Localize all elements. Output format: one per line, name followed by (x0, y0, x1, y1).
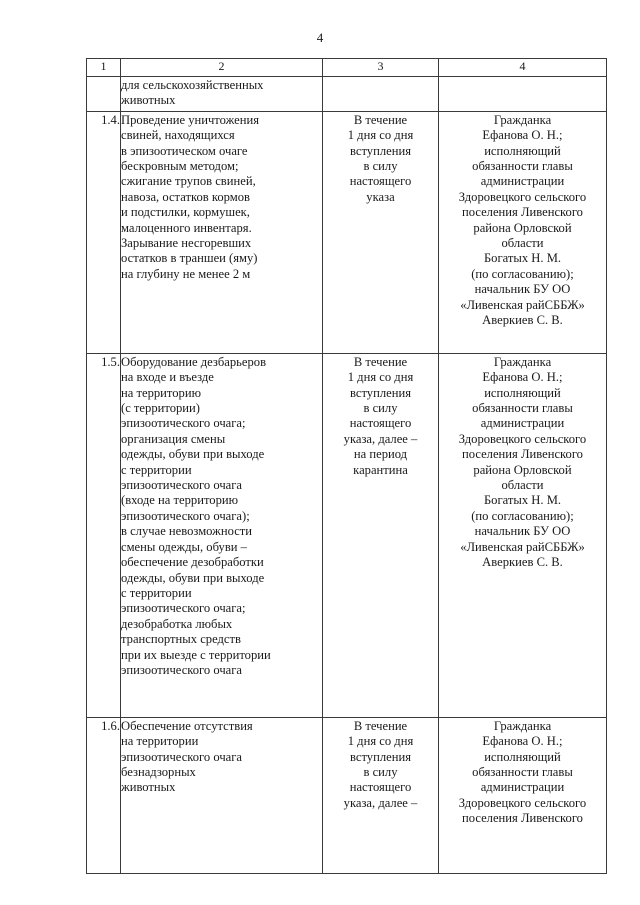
measure-line: эпизоотического очага; (121, 601, 246, 616)
measure-line: безнадзорных (121, 765, 196, 780)
term-cell (323, 111, 439, 353)
measure-line: (входе на территорию (121, 493, 239, 508)
responsible-line: Аверкиев С. В. (482, 313, 563, 328)
responsible-line: Богатых Н. М. (483, 251, 562, 266)
measure-line: Проведение уничтожения (121, 112, 260, 127)
responsible-line: района Орловской (473, 462, 572, 477)
responsible-cell (439, 353, 607, 717)
responsible-line: (по согласованию); (471, 266, 574, 281)
item-number (87, 77, 121, 112)
responsible-line: Гражданка (493, 718, 552, 733)
term-line: вступления (350, 749, 411, 764)
responsible-line: «Ливенская райСББЖ» (460, 297, 585, 312)
term-line: настоящего (349, 174, 412, 189)
measure-cell (121, 77, 323, 112)
measure-line: организация смены (121, 431, 226, 446)
table-row (87, 717, 607, 873)
measure-line: с территории (121, 462, 192, 477)
term-line: карантина (353, 462, 408, 477)
measure-line: в случае невозможности (121, 524, 253, 539)
responsible-line: Здоровецкого сельского (458, 431, 587, 446)
column-header: 3 (323, 59, 439, 77)
column-header: 4 (439, 59, 607, 77)
measure-line: навоза, остатков кормов (121, 189, 250, 204)
measure-line: на территорию (121, 385, 201, 400)
table-row (87, 77, 607, 112)
measure-line: на входе и въезде (121, 370, 214, 385)
responsible-line: обязанности главы (472, 765, 573, 780)
responsible-line: администрации (480, 780, 565, 795)
measures-table (86, 58, 607, 874)
responsible-line: Гражданка (493, 112, 552, 127)
measure-line: Зарывание несгоревших (121, 236, 252, 251)
page-number: 4 (316, 30, 324, 45)
measure-line: животных (121, 93, 176, 108)
term-cell (323, 77, 439, 112)
responsible-line: Ефанова О. Н.; (482, 734, 563, 749)
term-line: указа, далее – (343, 795, 418, 810)
measure-line: транспортных средств (121, 632, 241, 647)
measure-line: в эпизоотическом очаге (121, 143, 248, 158)
measure-line: одежды, обуви при выходе (121, 447, 265, 462)
measure-line: Обеспечение отсутствия (121, 718, 253, 733)
item-number: 1.4. (87, 111, 121, 353)
term-line: в силу (363, 765, 398, 780)
measure-line: на глубину не менее 2 м (121, 266, 251, 281)
measure-line: с территории (121, 585, 192, 600)
measure-line: животных (121, 780, 176, 795)
term-line: 1 дня со дня (347, 128, 414, 143)
responsible-cell (439, 77, 607, 112)
term-line: В течение (353, 354, 408, 369)
responsible-line: начальник БУ ОО (474, 282, 571, 297)
term-cell (323, 717, 439, 873)
measure-line: эпизоотического очага (121, 478, 243, 493)
item-number: 1.5. (87, 353, 121, 717)
responsible-line: администрации (480, 174, 565, 189)
measure-line: на территории (121, 734, 199, 749)
responsible-line: Аверкиев С. В. (482, 555, 563, 570)
measure-line: и подстилки, кормушек, (121, 205, 250, 220)
measure-cell (121, 111, 323, 353)
responsible-line: области (501, 236, 544, 251)
responsible-line: (по согласованию); (471, 508, 574, 523)
responsible-line: поселения Ливенского (462, 205, 583, 220)
responsible-line: Ефанова О. Н.; (482, 370, 563, 385)
measure-line: свиней, находящихся (121, 128, 235, 143)
table-row (87, 111, 607, 353)
responsible-line: области (501, 478, 544, 493)
term-line: на период (353, 447, 408, 462)
measure-line: эпизоотического очага (121, 749, 243, 764)
measure-cell (121, 353, 323, 717)
responsible-line: Здоровецкого сельского (458, 795, 587, 810)
responsible-line: района Орловской (473, 220, 572, 235)
measure-line: при их выезде с территории (121, 647, 271, 662)
responsible-line: администрации (480, 416, 565, 431)
measure-line: сжигание трупов свиней, (121, 174, 256, 189)
responsible-line: Гражданка (493, 354, 552, 369)
measure-line: смены одежды, обуви – (121, 539, 247, 554)
responsible-cell (439, 111, 607, 353)
term-line: В течение (353, 718, 408, 733)
responsible-line: начальник БУ ОО (474, 524, 571, 539)
term-line: указа (366, 189, 395, 204)
measure-line: обеспечение дезобработки (121, 555, 264, 570)
responsible-line: Ефанова О. Н.; (482, 128, 563, 143)
measure-line: одежды, обуви при выходе (121, 570, 265, 585)
item-number: 1.6. (87, 717, 121, 873)
term-line: вступления (350, 143, 411, 158)
measure-line: остатков в траншеи (яму) (121, 251, 258, 266)
measure-line: Оборудование дезбарьеров (121, 354, 267, 369)
responsible-line: обязанности главы (472, 401, 573, 416)
measure-line: для сельскохозяйственных (121, 78, 264, 92)
measure-line: малоценного инвентаря. (121, 220, 252, 235)
table-row (87, 353, 607, 717)
term-cell (323, 353, 439, 717)
term-line: 1 дня со дня (347, 370, 414, 385)
responsible-cell (439, 717, 607, 873)
measure-line: (с территории) (121, 401, 200, 416)
responsible-line: исполняющий (484, 143, 561, 158)
responsible-line: исполняющий (484, 749, 561, 764)
term-line: указа, далее – (343, 431, 418, 446)
column-header: 1 (87, 59, 121, 77)
measure-line: эпизоотического очага (121, 662, 243, 677)
term-line: в силу (363, 401, 398, 416)
term-line: настоящего (349, 416, 412, 431)
measure-line: эпизоотического очага); (121, 508, 250, 523)
term-line: настоящего (349, 780, 412, 795)
column-header: 2 (121, 59, 323, 77)
measure-cell (121, 717, 323, 873)
term-line: в силу (363, 159, 398, 174)
responsible-line: «Ливенская райСББЖ» (460, 539, 585, 554)
responsible-line: Богатых Н. М. (483, 493, 562, 508)
responsible-line: поселения Ливенского (462, 811, 583, 826)
responsible-line: Здоровецкого сельского (458, 189, 587, 204)
responsible-line: обязанности главы (472, 159, 573, 174)
responsible-line: исполняющий (484, 385, 561, 400)
measure-line: эпизоотического очага; (121, 416, 246, 431)
measure-line: дезобработка любых (121, 616, 233, 631)
term-line: вступления (350, 385, 411, 400)
term-line: В течение (353, 112, 408, 127)
term-line: 1 дня со дня (347, 734, 414, 749)
measure-line: бескровным методом; (121, 159, 239, 174)
responsible-line: поселения Ливенского (462, 447, 583, 462)
header-row (87, 59, 607, 77)
